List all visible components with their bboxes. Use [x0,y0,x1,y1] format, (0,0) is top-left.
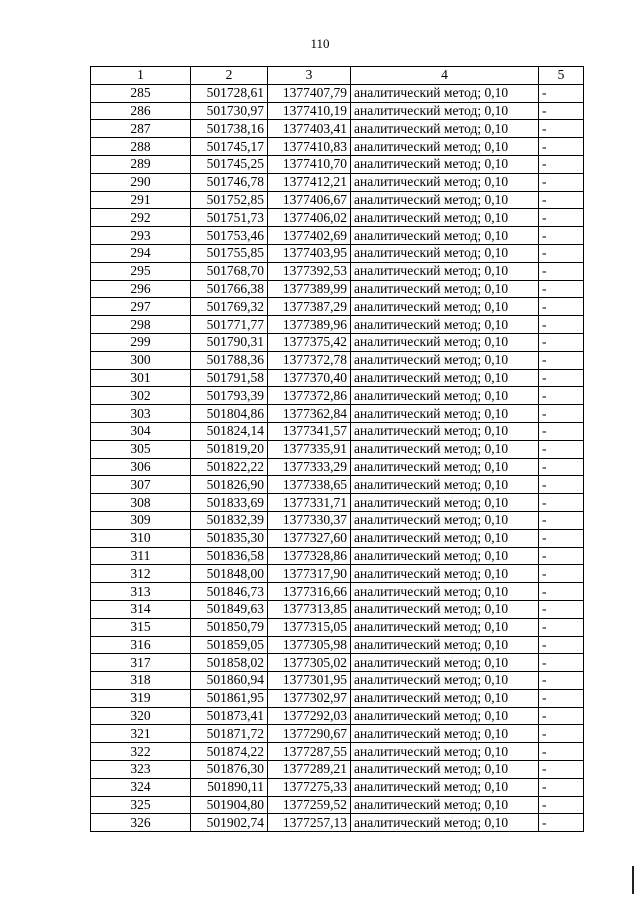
x-coordinate-cell: 501804,86 [191,405,268,423]
point-number-cell: 305 [91,440,191,458]
note-cell: - [539,351,584,369]
note-cell: - [539,725,584,743]
method-accuracy-cell: аналитический метод; 0,10 [351,529,539,547]
table-row [91,102,584,120]
method-accuracy-cell: аналитический метод; 0,10 [351,120,539,138]
point-number-cell: 304 [91,422,191,440]
note-cell: - [539,316,584,334]
table-row [91,583,584,601]
x-coordinate-cell: 501860,94 [191,672,268,690]
x-coordinate-cell: 501751,73 [191,209,268,227]
point-number-cell: 295 [91,262,191,280]
y-coordinate-cell: 1377305,98 [268,636,351,654]
method-accuracy-cell: аналитический метод; 0,10 [351,654,539,672]
x-coordinate-cell: 501771,77 [191,316,268,334]
table-row [91,120,584,138]
point-number-cell: 296 [91,280,191,298]
method-accuracy-cell: аналитический метод; 0,10 [351,511,539,529]
table-row [91,796,584,814]
table-row [91,511,584,529]
x-coordinate-cell: 501858,02 [191,654,268,672]
y-coordinate-cell: 1377403,41 [268,120,351,138]
note-cell: - [539,778,584,796]
y-coordinate-cell: 1377331,71 [268,494,351,512]
note-cell: - [539,814,584,832]
x-coordinate-cell: 501871,72 [191,725,268,743]
y-coordinate-cell: 1377389,99 [268,280,351,298]
note-cell: - [539,618,584,636]
point-number-cell: 320 [91,707,191,725]
y-coordinate-cell: 1377387,29 [268,298,351,316]
table-row [91,316,584,334]
note-cell: - [539,102,584,120]
note-cell: - [539,138,584,156]
header-col-5: 5 [539,67,584,85]
coordinates-table [90,66,584,832]
x-coordinate-cell: 501746,78 [191,173,268,191]
method-accuracy-cell: аналитический метод; 0,10 [351,565,539,583]
point-number-cell: 323 [91,761,191,779]
table-row [91,244,584,262]
x-coordinate-cell: 501745,25 [191,155,268,173]
note-cell: - [539,440,584,458]
method-accuracy-cell: аналитический метод; 0,10 [351,422,539,440]
method-accuracy-cell: аналитический метод; 0,10 [351,138,539,156]
y-coordinate-cell: 1377341,57 [268,422,351,440]
page-number: 110 [310,36,330,51]
point-number-cell: 298 [91,316,191,334]
method-accuracy-cell: аналитический метод; 0,10 [351,280,539,298]
table-row [91,476,584,494]
x-coordinate-cell: 501824,14 [191,422,268,440]
x-coordinate-cell: 501833,69 [191,494,268,512]
y-coordinate-cell: 1377301,95 [268,672,351,690]
note-cell: - [539,707,584,725]
x-coordinate-cell: 501873,41 [191,707,268,725]
method-accuracy-cell: аналитический метод; 0,10 [351,244,539,262]
table-row [91,209,584,227]
y-coordinate-cell: 1377370,40 [268,369,351,387]
method-accuracy-cell: аналитический метод; 0,10 [351,84,539,102]
note-cell: - [539,476,584,494]
table-row [91,369,584,387]
note-cell: - [539,511,584,529]
y-coordinate-cell: 1377406,02 [268,209,351,227]
x-coordinate-cell: 501769,32 [191,298,268,316]
point-number-cell: 314 [91,600,191,618]
method-accuracy-cell: аналитический метод; 0,10 [351,262,539,280]
point-number-cell: 297 [91,298,191,316]
method-accuracy-cell: аналитический метод; 0,10 [351,476,539,494]
table-row [91,440,584,458]
x-coordinate-cell: 501861,95 [191,689,268,707]
method-accuracy-cell: аналитический метод; 0,10 [351,636,539,654]
note-cell: - [539,458,584,476]
note-cell: - [539,387,584,405]
x-coordinate-cell: 501876,30 [191,761,268,779]
table-row [91,778,584,796]
y-coordinate-cell: 1377406,67 [268,191,351,209]
x-coordinate-cell: 501768,70 [191,262,268,280]
method-accuracy-cell: аналитический метод; 0,10 [351,778,539,796]
y-coordinate-cell: 1377330,37 [268,511,351,529]
table-row [91,494,584,512]
table-row [91,351,584,369]
y-coordinate-cell: 1377410,70 [268,155,351,173]
point-number-cell: 316 [91,636,191,654]
x-coordinate-cell: 501766,38 [191,280,268,298]
method-accuracy-cell: аналитический метод; 0,10 [351,405,539,423]
table-row [91,333,584,351]
point-number-cell: 303 [91,405,191,423]
x-coordinate-cell: 501790,31 [191,333,268,351]
method-accuracy-cell: аналитический метод; 0,10 [351,814,539,832]
table-row [91,761,584,779]
x-coordinate-cell: 501904,80 [191,796,268,814]
point-number-cell: 292 [91,209,191,227]
table-body [91,84,584,831]
point-number-cell: 300 [91,351,191,369]
note-cell: - [539,333,584,351]
table-row [91,280,584,298]
point-number-cell: 321 [91,725,191,743]
method-accuracy-cell: аналитический метод; 0,10 [351,547,539,565]
table-row [91,227,584,245]
note-cell: - [539,405,584,423]
header-col-2: 2 [191,67,268,85]
note-cell: - [539,298,584,316]
header-col-4: 4 [351,67,539,85]
method-accuracy-cell: аналитический метод; 0,10 [351,618,539,636]
table-row [91,84,584,102]
table-row [91,707,584,725]
x-coordinate-cell: 501835,30 [191,529,268,547]
y-coordinate-cell: 1377317,90 [268,565,351,583]
table-row [91,547,584,565]
note-cell: - [539,547,584,565]
table-row [91,422,584,440]
y-coordinate-cell: 1377328,86 [268,547,351,565]
y-coordinate-cell: 1377412,21 [268,173,351,191]
table-row [91,725,584,743]
note-cell: - [539,280,584,298]
method-accuracy-cell: аналитический метод; 0,10 [351,707,539,725]
y-coordinate-cell: 1377372,86 [268,387,351,405]
x-coordinate-cell: 501738,16 [191,120,268,138]
method-accuracy-cell: аналитический метод; 0,10 [351,600,539,618]
x-coordinate-cell: 501728,61 [191,84,268,102]
point-number-cell: 294 [91,244,191,262]
y-coordinate-cell: 1377338,65 [268,476,351,494]
note-cell: - [539,529,584,547]
note-cell: - [539,227,584,245]
y-coordinate-cell: 1377403,95 [268,244,351,262]
note-cell: - [539,422,584,440]
note-cell: - [539,796,584,814]
table-row [91,654,584,672]
y-coordinate-cell: 1377333,29 [268,458,351,476]
x-coordinate-cell: 501849,63 [191,600,268,618]
table-row [91,672,584,690]
x-coordinate-cell: 501791,58 [191,369,268,387]
note-cell: - [539,565,584,583]
note-cell: - [539,636,584,654]
method-accuracy-cell: аналитический метод; 0,10 [351,155,539,173]
method-accuracy-cell: аналитический метод; 0,10 [351,298,539,316]
method-accuracy-cell: аналитический метод; 0,10 [351,796,539,814]
y-coordinate-cell: 1377289,21 [268,761,351,779]
y-coordinate-cell: 1377275,33 [268,778,351,796]
table-header-row [91,67,584,85]
note-cell: - [539,600,584,618]
point-number-cell: 317 [91,654,191,672]
y-coordinate-cell: 1377305,02 [268,654,351,672]
note-cell: - [539,120,584,138]
y-coordinate-cell: 1377327,60 [268,529,351,547]
x-coordinate-cell: 501730,97 [191,102,268,120]
table-row [91,689,584,707]
header-col-1: 1 [91,67,191,85]
point-number-cell: 287 [91,120,191,138]
method-accuracy-cell: аналитический метод; 0,10 [351,387,539,405]
x-coordinate-cell: 501836,58 [191,547,268,565]
note-cell: - [539,262,584,280]
method-accuracy-cell: аналитический метод; 0,10 [351,725,539,743]
y-coordinate-cell: 1377313,85 [268,600,351,618]
point-number-cell: 312 [91,565,191,583]
y-coordinate-cell: 1377292,03 [268,707,351,725]
method-accuracy-cell: аналитический метод; 0,10 [351,458,539,476]
y-coordinate-cell: 1377335,91 [268,440,351,458]
y-coordinate-cell: 1377410,83 [268,138,351,156]
note-cell: - [539,191,584,209]
point-number-cell: 293 [91,227,191,245]
point-number-cell: 309 [91,511,191,529]
note-cell: - [539,689,584,707]
method-accuracy-cell: аналитический метод; 0,10 [351,191,539,209]
table-row [91,618,584,636]
y-coordinate-cell: 1377257,13 [268,814,351,832]
method-accuracy-cell: аналитический метод; 0,10 [351,672,539,690]
method-accuracy-cell: аналитический метод; 0,10 [351,316,539,334]
point-number-cell: 285 [91,84,191,102]
x-coordinate-cell: 501832,39 [191,511,268,529]
table-row [91,173,584,191]
point-number-cell: 302 [91,387,191,405]
note-cell: - [539,173,584,191]
point-number-cell: 290 [91,173,191,191]
note-cell: - [539,244,584,262]
y-coordinate-cell: 1377302,97 [268,689,351,707]
y-coordinate-cell: 1377410,19 [268,102,351,120]
point-number-cell: 286 [91,102,191,120]
point-number-cell: 315 [91,618,191,636]
point-number-cell: 325 [91,796,191,814]
y-coordinate-cell: 1377392,53 [268,262,351,280]
x-coordinate-cell: 501822,22 [191,458,268,476]
method-accuracy-cell: аналитический метод; 0,10 [351,494,539,512]
y-coordinate-cell: 1377372,78 [268,351,351,369]
method-accuracy-cell: аналитический метод; 0,10 [351,173,539,191]
y-coordinate-cell: 1377389,96 [268,316,351,334]
point-number-cell: 311 [91,547,191,565]
x-coordinate-cell: 501788,36 [191,351,268,369]
note-cell: - [539,761,584,779]
x-coordinate-cell: 501753,46 [191,227,268,245]
point-number-cell: 307 [91,476,191,494]
note-cell: - [539,654,584,672]
table-row [91,600,584,618]
x-coordinate-cell: 501819,20 [191,440,268,458]
table-row [91,155,584,173]
x-coordinate-cell: 501793,39 [191,387,268,405]
y-coordinate-cell: 1377315,05 [268,618,351,636]
y-coordinate-cell: 1377362,84 [268,405,351,423]
table-row [91,405,584,423]
x-coordinate-cell: 501755,85 [191,244,268,262]
point-number-cell: 324 [91,778,191,796]
scan-edge-mark [632,866,634,894]
table-row [91,529,584,547]
note-cell: - [539,84,584,102]
y-coordinate-cell: 1377407,79 [268,84,351,102]
note-cell: - [539,209,584,227]
method-accuracy-cell: аналитический метод; 0,10 [351,689,539,707]
y-coordinate-cell: 1377290,67 [268,725,351,743]
note-cell: - [539,155,584,173]
x-coordinate-cell: 501850,79 [191,618,268,636]
table-row [91,138,584,156]
x-coordinate-cell: 501826,90 [191,476,268,494]
method-accuracy-cell: аналитический метод; 0,10 [351,102,539,120]
header-col-3: 3 [268,67,351,85]
method-accuracy-cell: аналитический метод; 0,10 [351,440,539,458]
table-row [91,743,584,761]
method-accuracy-cell: аналитический метод; 0,10 [351,209,539,227]
method-accuracy-cell: аналитический метод; 0,10 [351,761,539,779]
y-coordinate-cell: 1377259,52 [268,796,351,814]
table-row [91,191,584,209]
table-row [91,814,584,832]
x-coordinate-cell: 501745,17 [191,138,268,156]
table-row [91,636,584,654]
note-cell: - [539,743,584,761]
note-cell: - [539,583,584,601]
point-number-cell: 319 [91,689,191,707]
method-accuracy-cell: аналитический метод; 0,10 [351,583,539,601]
point-number-cell: 289 [91,155,191,173]
table-row [91,458,584,476]
x-coordinate-cell: 501902,74 [191,814,268,832]
method-accuracy-cell: аналитический метод; 0,10 [351,369,539,387]
point-number-cell: 301 [91,369,191,387]
point-number-cell: 313 [91,583,191,601]
table-row [91,298,584,316]
table-row [91,387,584,405]
table-row [91,565,584,583]
note-cell: - [539,672,584,690]
y-coordinate-cell: 1377402,69 [268,227,351,245]
note-cell: - [539,494,584,512]
y-coordinate-cell: 1377287,55 [268,743,351,761]
method-accuracy-cell: аналитический метод; 0,10 [351,333,539,351]
point-number-cell: 306 [91,458,191,476]
method-accuracy-cell: аналитический метод; 0,10 [351,351,539,369]
x-coordinate-cell: 501859,05 [191,636,268,654]
point-number-cell: 318 [91,672,191,690]
x-coordinate-cell: 501846,73 [191,583,268,601]
table-row [91,262,584,280]
method-accuracy-cell: аналитический метод; 0,10 [351,227,539,245]
x-coordinate-cell: 501752,85 [191,191,268,209]
x-coordinate-cell: 501890,11 [191,778,268,796]
method-accuracy-cell: аналитический метод; 0,10 [351,743,539,761]
point-number-cell: 299 [91,333,191,351]
point-number-cell: 288 [91,138,191,156]
point-number-cell: 308 [91,494,191,512]
point-number-cell: 291 [91,191,191,209]
y-coordinate-cell: 1377375,42 [268,333,351,351]
point-number-cell: 322 [91,743,191,761]
point-number-cell: 310 [91,529,191,547]
point-number-cell: 326 [91,814,191,832]
x-coordinate-cell: 501874,22 [191,743,268,761]
x-coordinate-cell: 501848,00 [191,565,268,583]
note-cell: - [539,369,584,387]
y-coordinate-cell: 1377316,66 [268,583,351,601]
